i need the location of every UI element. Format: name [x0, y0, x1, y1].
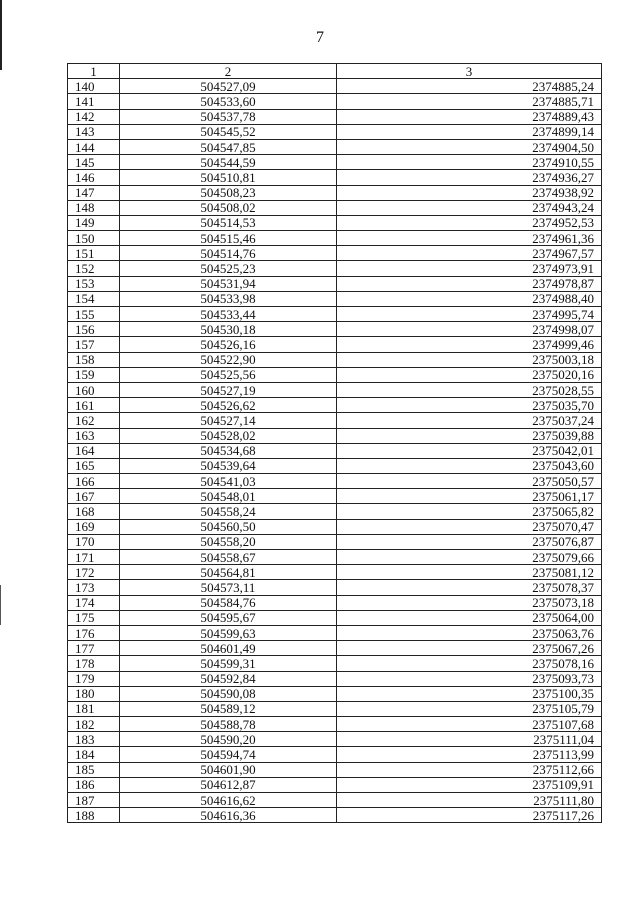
- y-coordinate-cell: 2375061,17: [337, 489, 602, 504]
- x-coordinate-cell: 504533,98: [120, 291, 337, 306]
- y-coordinate-cell: 2375064,00: [337, 610, 602, 625]
- y-coordinate-cell: 2374961,36: [337, 231, 602, 246]
- x-coordinate-cell: 504545,52: [120, 124, 337, 139]
- x-coordinate-cell: 504599,63: [120, 625, 337, 640]
- y-coordinate-cell: 2375035,70: [337, 398, 602, 413]
- x-coordinate-cell: 504584,76: [120, 595, 337, 610]
- table-row: [68, 595, 602, 610]
- table-row: [68, 94, 602, 109]
- y-coordinate-cell: 2375111,80: [337, 793, 602, 808]
- x-coordinate-cell: 504531,94: [120, 276, 337, 291]
- table-row: [68, 747, 602, 762]
- y-coordinate-cell: 2374899,14: [337, 124, 602, 139]
- table-row: [68, 307, 602, 322]
- x-coordinate-cell: 504526,16: [120, 337, 337, 352]
- table-row: [68, 474, 602, 489]
- y-coordinate-cell: 2375039,88: [337, 428, 602, 443]
- x-coordinate-cell: 504525,56: [120, 367, 337, 382]
- y-coordinate-cell: 2375113,99: [337, 747, 602, 762]
- table-body: [68, 79, 602, 823]
- y-coordinate-cell: 2375063,76: [337, 625, 602, 640]
- x-coordinate-cell: 504616,62: [120, 793, 337, 808]
- point-number-cell: 161: [68, 398, 120, 413]
- x-coordinate-cell: 504534,68: [120, 443, 337, 458]
- table-row: [68, 610, 602, 625]
- point-number-cell: 175: [68, 610, 120, 625]
- point-number-cell: 187: [68, 793, 120, 808]
- y-coordinate-cell: 2374988,40: [337, 291, 602, 306]
- x-coordinate-cell: 504612,87: [120, 777, 337, 792]
- y-coordinate-cell: 2375037,24: [337, 413, 602, 428]
- x-coordinate-cell: 504522,90: [120, 352, 337, 367]
- x-coordinate-cell: 504530,18: [120, 322, 337, 337]
- coordinates-table: [67, 63, 602, 823]
- y-coordinate-cell: 2374973,91: [337, 261, 602, 276]
- x-coordinate-cell: 504558,20: [120, 534, 337, 549]
- point-number-cell: 174: [68, 595, 120, 610]
- point-number-cell: 160: [68, 382, 120, 397]
- table-row: [68, 413, 602, 428]
- point-number-cell: 156: [68, 322, 120, 337]
- x-coordinate-cell: 504616,36: [120, 808, 337, 823]
- x-coordinate-cell: 504537,78: [120, 109, 337, 124]
- y-coordinate-cell: 2375111,04: [337, 732, 602, 747]
- point-number-cell: 176: [68, 625, 120, 640]
- x-coordinate-cell: 504514,53: [120, 215, 337, 230]
- y-coordinate-cell: 2375079,66: [337, 550, 602, 565]
- x-coordinate-cell: 504558,67: [120, 550, 337, 565]
- x-coordinate-cell: 504594,74: [120, 747, 337, 762]
- column-header-x: 2: [120, 64, 337, 79]
- y-coordinate-cell: 2375093,73: [337, 671, 602, 686]
- point-number-cell: 166: [68, 474, 120, 489]
- table-row: [68, 443, 602, 458]
- y-coordinate-cell: 2374885,24: [337, 79, 602, 94]
- y-coordinate-cell: 2374967,57: [337, 246, 602, 261]
- x-coordinate-cell: 504564,81: [120, 565, 337, 580]
- point-number-cell: 177: [68, 641, 120, 656]
- y-coordinate-cell: 2375107,68: [337, 717, 602, 732]
- y-coordinate-cell: 2374943,24: [337, 200, 602, 215]
- point-number-cell: 152: [68, 261, 120, 276]
- table-row: [68, 777, 602, 792]
- point-number-cell: 147: [68, 185, 120, 200]
- table-row: [68, 656, 602, 671]
- x-coordinate-cell: 504528,02: [120, 428, 337, 443]
- table-row: [68, 231, 602, 246]
- x-coordinate-cell: 504533,60: [120, 94, 337, 109]
- x-coordinate-cell: 504544,59: [120, 155, 337, 170]
- column-header-number: 1: [68, 64, 120, 79]
- y-coordinate-cell: 2375003,18: [337, 352, 602, 367]
- table-row: [68, 367, 602, 382]
- table-row: [68, 808, 602, 823]
- y-coordinate-cell: 2374938,92: [337, 185, 602, 200]
- table-row: [68, 458, 602, 473]
- y-coordinate-cell: 2375112,66: [337, 762, 602, 777]
- x-coordinate-cell: 504510,81: [120, 170, 337, 185]
- point-number-cell: 151: [68, 246, 120, 261]
- x-coordinate-cell: 504508,02: [120, 200, 337, 215]
- point-number-cell: 144: [68, 139, 120, 154]
- point-number-cell: 153: [68, 276, 120, 291]
- table-row: [68, 291, 602, 306]
- x-coordinate-cell: 504526,62: [120, 398, 337, 413]
- x-coordinate-cell: 504601,49: [120, 641, 337, 656]
- x-coordinate-cell: 504525,23: [120, 261, 337, 276]
- point-number-cell: 184: [68, 747, 120, 762]
- point-number-cell: 185: [68, 762, 120, 777]
- point-number-cell: 182: [68, 717, 120, 732]
- table-row: [68, 322, 602, 337]
- table-row: [68, 580, 602, 595]
- x-coordinate-cell: 504599,31: [120, 656, 337, 671]
- point-number-cell: 188: [68, 808, 120, 823]
- y-coordinate-cell: 2374885,71: [337, 94, 602, 109]
- point-number-cell: 186: [68, 777, 120, 792]
- x-coordinate-cell: 504533,44: [120, 307, 337, 322]
- table-row: [68, 382, 602, 397]
- table-row: [68, 565, 602, 580]
- point-number-cell: 154: [68, 291, 120, 306]
- point-number-cell: 173: [68, 580, 120, 595]
- table-row: [68, 276, 602, 291]
- y-coordinate-cell: 2374999,46: [337, 337, 602, 352]
- point-number-cell: 159: [68, 367, 120, 382]
- table-row: [68, 717, 602, 732]
- y-coordinate-cell: 2375078,37: [337, 580, 602, 595]
- y-coordinate-cell: 2374936,27: [337, 170, 602, 185]
- y-coordinate-cell: 2375076,87: [337, 534, 602, 549]
- x-coordinate-cell: 504590,08: [120, 686, 337, 701]
- table-row: [68, 625, 602, 640]
- y-coordinate-cell: 2375020,16: [337, 367, 602, 382]
- x-coordinate-cell: 504589,12: [120, 701, 337, 716]
- table-row: [68, 79, 602, 94]
- left-edge-mark-lower: [0, 585, 1, 625]
- y-coordinate-cell: 2374978,87: [337, 276, 602, 291]
- point-number-cell: 157: [68, 337, 120, 352]
- y-coordinate-cell: 2375078,16: [337, 656, 602, 671]
- table-row: [68, 398, 602, 413]
- table-row: [68, 732, 602, 747]
- y-coordinate-cell: 2374995,74: [337, 307, 602, 322]
- table-row: [68, 641, 602, 656]
- y-coordinate-cell: 2375073,18: [337, 595, 602, 610]
- x-coordinate-cell: 504548,01: [120, 489, 337, 504]
- point-number-cell: 180: [68, 686, 120, 701]
- point-number-cell: 145: [68, 155, 120, 170]
- table-row: [68, 428, 602, 443]
- point-number-cell: 149: [68, 215, 120, 230]
- x-coordinate-cell: 504560,50: [120, 519, 337, 534]
- table-row: [68, 155, 602, 170]
- x-coordinate-cell: 504541,03: [120, 474, 337, 489]
- point-number-cell: 140: [68, 79, 120, 94]
- point-number-cell: 170: [68, 534, 120, 549]
- y-coordinate-cell: 2375043,60: [337, 458, 602, 473]
- x-coordinate-cell: 504514,76: [120, 246, 337, 261]
- y-coordinate-cell: 2374889,43: [337, 109, 602, 124]
- table-row: [68, 124, 602, 139]
- table-row: [68, 550, 602, 565]
- y-coordinate-cell: 2375070,47: [337, 519, 602, 534]
- table-row: [68, 185, 602, 200]
- y-coordinate-cell: 2375081,12: [337, 565, 602, 580]
- table-row: [68, 109, 602, 124]
- y-coordinate-cell: 2375028,55: [337, 382, 602, 397]
- x-coordinate-cell: 504592,84: [120, 671, 337, 686]
- point-number-cell: 150: [68, 231, 120, 246]
- y-coordinate-cell: 2374998,07: [337, 322, 602, 337]
- point-number-cell: 141: [68, 94, 120, 109]
- x-coordinate-cell: 504508,23: [120, 185, 337, 200]
- y-coordinate-cell: 2375100,35: [337, 686, 602, 701]
- y-coordinate-cell: 2375067,26: [337, 641, 602, 656]
- y-coordinate-cell: 2374910,55: [337, 155, 602, 170]
- point-number-cell: 142: [68, 109, 120, 124]
- table-row: [68, 139, 602, 154]
- y-coordinate-cell: 2375117,26: [337, 808, 602, 823]
- table-row: [68, 352, 602, 367]
- point-number-cell: 146: [68, 170, 120, 185]
- x-coordinate-cell: 504547,85: [120, 139, 337, 154]
- point-number-cell: 171: [68, 550, 120, 565]
- y-coordinate-cell: 2374904,50: [337, 139, 602, 154]
- x-coordinate-cell: 504595,67: [120, 610, 337, 625]
- point-number-cell: 172: [68, 565, 120, 580]
- point-number-cell: 179: [68, 671, 120, 686]
- table-row: [68, 261, 602, 276]
- table-row: [68, 215, 602, 230]
- x-coordinate-cell: 504573,11: [120, 580, 337, 595]
- table-row: [68, 793, 602, 808]
- point-number-cell: 163: [68, 428, 120, 443]
- table-row: [68, 686, 602, 701]
- table-row: [68, 337, 602, 352]
- table-row: [68, 504, 602, 519]
- table-row: [68, 762, 602, 777]
- y-coordinate-cell: 2375105,79: [337, 701, 602, 716]
- x-coordinate-cell: 504527,09: [120, 79, 337, 94]
- x-coordinate-cell: 504539,64: [120, 458, 337, 473]
- x-coordinate-cell: 504527,19: [120, 382, 337, 397]
- x-coordinate-cell: 504590,20: [120, 732, 337, 747]
- table-row: [68, 701, 602, 716]
- point-number-cell: 148: [68, 200, 120, 215]
- y-coordinate-cell: 2375065,82: [337, 504, 602, 519]
- point-number-cell: 167: [68, 489, 120, 504]
- point-number-cell: 162: [68, 413, 120, 428]
- table-row: [68, 170, 602, 185]
- y-coordinate-cell: 2375050,57: [337, 474, 602, 489]
- table-row: [68, 200, 602, 215]
- point-number-cell: 155: [68, 307, 120, 322]
- x-coordinate-cell: 504588,78: [120, 717, 337, 732]
- table-row: [68, 534, 602, 549]
- point-number-cell: 168: [68, 504, 120, 519]
- point-number-cell: 181: [68, 701, 120, 716]
- column-header-y: 3: [337, 64, 602, 79]
- point-number-cell: 164: [68, 443, 120, 458]
- y-coordinate-cell: 2374952,53: [337, 215, 602, 230]
- page-number: 7: [316, 29, 324, 46]
- point-number-cell: 165: [68, 458, 120, 473]
- table-row: [68, 519, 602, 534]
- table-header-row: [68, 64, 602, 79]
- point-number-cell: 158: [68, 352, 120, 367]
- x-coordinate-cell: 504558,24: [120, 504, 337, 519]
- y-coordinate-cell: 2375109,91: [337, 777, 602, 792]
- table-row: [68, 489, 602, 504]
- x-coordinate-cell: 504527,14: [120, 413, 337, 428]
- point-number-cell: 143: [68, 124, 120, 139]
- x-coordinate-cell: 504601,90: [120, 762, 337, 777]
- table-row: [68, 246, 602, 261]
- point-number-cell: 169: [68, 519, 120, 534]
- point-number-cell: 178: [68, 656, 120, 671]
- y-coordinate-cell: 2375042,01: [337, 443, 602, 458]
- table-row: [68, 671, 602, 686]
- point-number-cell: 183: [68, 732, 120, 747]
- x-coordinate-cell: 504515,46: [120, 231, 337, 246]
